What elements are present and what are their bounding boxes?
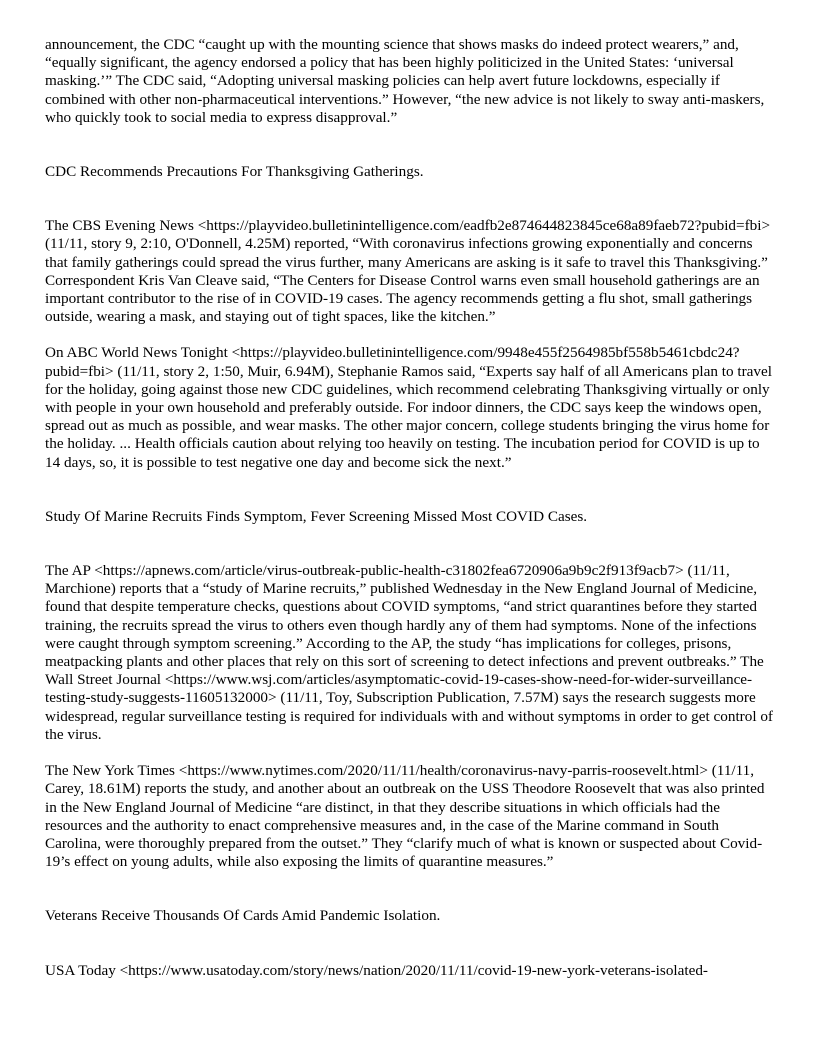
- headline-marine-study: Study Of Marine Recruits Finds Symptom, Fever Screening Missed Most COVID Cases.: [45, 507, 588, 525]
- paragraph-usa-today: USA Today <https://www.usatoday.com/story/news/nation/2020/11/11/covid-19-new-york-veterans-isolated-: [45, 961, 708, 979]
- paragraph-nyt: The New York Times <https://www.nytimes.com/2020/11/11/health/coronavirus-navy-parris-roosevelt.html> (11/11, Carey, 18.61M) reports the study, and another about an outbreak on the USS Theodore Roosevelt that was also printed in the New England Journal of Medicine “are distinct, in that they describe situations in which officials had the resources and the authority to enact comprehensive measures and, in the case of the Marine command in South Carolina, were thoroughly prepared from the outset.” They “clarify much of what is known or suspected about Covid-19’s effect on young adults, while also exposing the limits of quarantine measures.”: [45, 762, 765, 871]
- paragraph-cbs: The CBS Evening News <https://playvideo.bulletinintelligence.com/eadfb2e874644823845ce68a89faeb72?pubid=fbi> (11/11, story 9, 2:10, O'Donnell, 4.25M) reported, “With coronavirus infections growing exponentially and concerns that family gatherings could spread the virus further, many Americans are asking is it safe to travel this Thanksgiving.” Correspondent Kris Van Cleave said, “The Centers for Disease Control warns even small household gatherings are an important contributor to the rise of in COVID-19 cases. The agency recommends getting a flu shot, small gatherings outside, wearing a mask, and staying out of tight spaces, like the kitchen.”: [45, 217, 771, 326]
- paragraph-cdc-masks: announcement, the CDC “caught up with the mounting science that shows masks do indeed protect wearers,” and, “equally significant, the agency endorsed a policy that has been highly politicized in the United States: ‘universal masking.’” The CDC said, “Adopting universal masking policies can help avert future lockdowns, especially if combined with other non-pharmaceutical interventions.” However, “the new advice is not likely to sway anti-maskers, who quickly took to social media to express disapproval.”: [45, 36, 765, 126]
- document-page: [45, 36, 775, 980]
- headline-thanksgiving: CDC Recommends Precautions For Thanksgiving Gatherings.: [45, 163, 424, 181]
- paragraph-abc: On ABC World News Tonight <https://playvideo.bulletinintelligence.com/9948e455f2564985bf558b5461cbdc24?pubid=fbi> (11/11, story 2, 1:50, Muir, 6.94M), Stephanie Ramos said, “Experts say half of all Americans plan to travel for the holiday, going against those new CDC guidelines, which recommend celebrating Thanksgiving virtually or only with people in your own household and preferably outside. For indoor dinners, the CDC says keep the windows open, spread out as much as possible, and wear masks. The other major concern, college students bringing the virus home for the holiday. ... Health officials caution about relying too heavily on testing. The incubation period for COVID is up to 14 days, so, it is possible to test negative one day and become sick the next.”: [45, 344, 772, 471]
- headline-veterans: Veterans Receive Thousands Of Cards Amid Pandemic Isolation.: [45, 907, 441, 925]
- paragraph-ap: The AP <https://apnews.com/article/virus-outbreak-public-health-c31802fea6720906a9b9c2f913f9acb7> (11/11, Marchione) reports that a “study of Marine recruits,” published Wednesday in the New England Journal of Medicine, found that despite temperature checks, questions about COVID symptoms, “and strict quarantines before they started training, the recruits spread the virus to others even though hardly any of them had symptoms. None of the infections were caught through symptom screening.” According to the AP, the study “has implications for colleges, prisons, meatpacking plants and other places that rely on this sort of screening to detect infections and prevent outbreaks.” The Wall Street Journal <https://www.wsj.com/articles/asymptomatic-covid-19-cases-show-need-for-wider-surveillance-testing-study-suggests-11605132000> (11/11, Toy, Subscription Publication, 7.57M) says the research suggests more widespread, regular surveillance testing is required for individuals with and without symptoms in order to get control of the virus.: [45, 562, 773, 743]
